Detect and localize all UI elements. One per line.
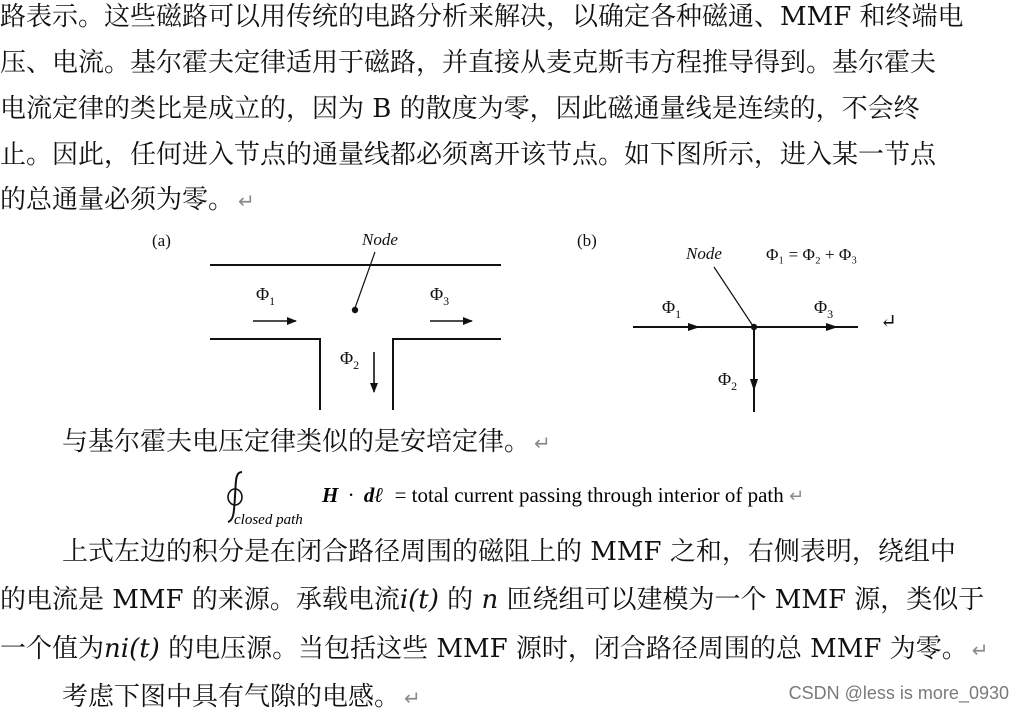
figure-b-phi1: $\Phi_1$	[662, 297, 682, 321]
figure-b	[577, 231, 897, 412]
figure-b-node-pointer	[714, 267, 753, 326]
figure-a	[152, 230, 501, 410]
paragraph3-line1: 上式左边的积分是在闭合路径周围的磁阻上的 MMF 之和，右侧表明，绕组中	[62, 537, 956, 567]
figure-a-node-dot	[352, 307, 358, 313]
figure-a-phi1: $\Phi_1$	[256, 284, 276, 308]
paragraph3-line2: 的电流是 MMF 的来源。承载电流i(t) 的 n 匝绕组可以建模为一个 MMF 源，类似于	[0, 585, 985, 615]
paragraph1-line4: 止。因此，任何进入节点的通量线都必须离开该节点。如下图所示，进入某一节点	[0, 140, 937, 170]
figure-b-node-label: Node	[686, 244, 722, 263]
figure-b-phi2: $\Phi_2$	[718, 369, 738, 393]
integral-subscript: closed path	[234, 512, 303, 528]
return-mark: ↵	[238, 189, 255, 213]
figure-a-label: (a)	[152, 231, 171, 250]
figure-a-node-label: Node	[362, 230, 398, 249]
return-mark: ↵	[404, 686, 421, 710]
figure-b-equation: Φ₁ = Φ₂ + Φ₃	[766, 245, 858, 264]
figure-b-node-dot	[751, 324, 757, 330]
figure-b-phi3: $\Phi_3$	[814, 297, 834, 321]
figure-b-phi1-arrowhead	[688, 323, 700, 331]
figure-a-node-pointer	[355, 252, 375, 308]
figure-b-phi2-arrowhead	[750, 379, 758, 391]
kcl-node-figures	[0, 222, 1027, 422]
figure-a-phi2: $\Phi_2$	[340, 348, 360, 372]
figure-b-phi3-arrowhead	[826, 323, 838, 331]
return-mark: ↵	[971, 638, 989, 662]
paragraph1-line1: 路表示。这些磁路可以用传统的电路分析来解决，以确定各种磁通、MMF 和终端电	[0, 2, 964, 32]
ampere-law-formula	[222, 468, 862, 528]
paragraph1-line5: 的总通量必须为零。 ↵	[0, 185, 255, 215]
formula-expression: H · dℓ = total current passing through interior of path ↵	[322, 483, 805, 507]
paragraph4: 考虑下图中具有气隙的电感。 ↵	[62, 682, 421, 712]
return-mark: ↵	[534, 431, 551, 455]
csdn-watermark: CSDN @less is more_0930	[788, 683, 1009, 703]
figure-a-left-wall	[210, 339, 320, 410]
figure-a-phi3: $\Phi_3$	[430, 284, 450, 308]
paragraph2: 与基尔霍夫电压定律类似的是安培定律。 ↵	[62, 427, 551, 457]
paragraph1-line2: 压、电流。基尔霍夫定律适用于磁路，并直接从麦克斯韦方程推导得到。基尔霍夫	[0, 48, 937, 78]
paragraph1-line3: 电流定律的类比是成立的，因为 B 的散度为零，因此磁通量线是连续的，不会终	[0, 94, 920, 124]
paragraph3-line3: 一个值为ni(t) 的电压源。当包括这些 MMF 源时，闭合路径周围的总 MMF 为零。 ↵	[0, 634, 989, 664]
figure-return-mark: ↵	[880, 311, 897, 333]
figure-b-label: (b)	[577, 231, 597, 250]
figure-a-right-wall	[393, 339, 501, 410]
